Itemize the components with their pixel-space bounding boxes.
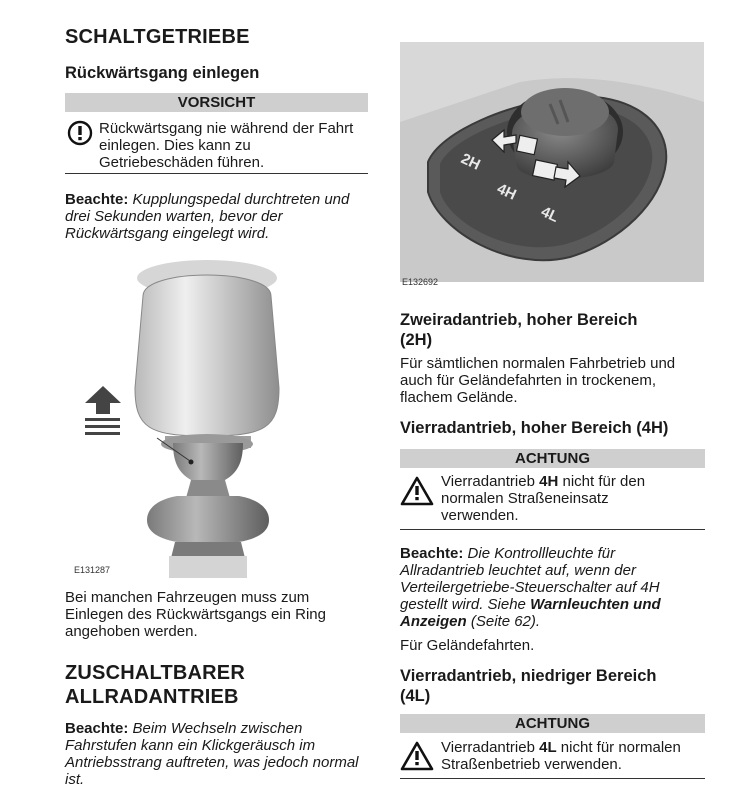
warning-bar-4h: ACHTUNG — [400, 449, 705, 468]
warning-text-4l: Vierradantrieb 4L nicht für normalen Straßenbetrieb verwenden. — [441, 739, 681, 773]
image-code-right: E132692 — [402, 277, 439, 287]
caution-bar: VORSICHT — [65, 93, 368, 112]
dial-label-2h: 2H — [458, 150, 483, 174]
paragraph-gelaende: Für Geländefahrten. — [400, 637, 535, 654]
gear-knob-illustration — [65, 258, 305, 578]
link-warnleuchten[interactable]: Warnleuchten und — [530, 596, 661, 613]
caution-text: Rückwärtsgang nie während der Fahrt einlegen. Dies kann zu Getriebeschäden führen. — [99, 120, 354, 171]
dial-label-4l: 4L — [538, 203, 562, 227]
dial-label-4h: 4H — [494, 180, 519, 204]
heading-4l: Vierradantrieb, niedriger Bereich (4L) — [400, 667, 657, 705]
transfer-case-dial-illustration — [400, 42, 704, 282]
section-title-allradantrieb: ZUSCHALTBARER ALLRADANTRIEB — [65, 662, 245, 708]
warning-icon — [400, 476, 434, 506]
body-ring-text: Bei manchen Fahrzeugen muss zum Einlegen des Rückwärtsgangs ein Ring angehoben werden. — [65, 589, 326, 640]
warning-icon — [400, 741, 434, 771]
caution-divider — [65, 173, 368, 174]
warning-text-4h: Vierradantrieb 4H nicht für den normalen Straßeneinsatz verwenden. — [441, 473, 646, 524]
subheading-rueckwaertsgang: Rückwärtsgang einlegen — [65, 64, 260, 82]
caution-icon — [67, 120, 93, 146]
note-klickgeraeusch: Beachte: Beim Wechseln zwischen Fahrstufen kann ein Klickgeräusch im Antriebsstrang auftreten, was jedoch normal ist. — [65, 720, 359, 788]
link-anzeigen[interactable]: Anzeigen — [400, 613, 467, 630]
heading-2h: Zweiradantrieb, hoher Bereich (2H) — [400, 311, 638, 349]
warning-divider-4l — [400, 778, 705, 779]
warning-divider-4h — [400, 529, 705, 530]
warning-bar-4l: ACHTUNG — [400, 714, 705, 733]
note-kontrollleuchte: Beachte: Die Kontrollleuchte für Allradantrieb leuchtet auf, wenn der Verteilergetriebe-Steuerschalter auf 4H gestellt wird. Siehe Warnleuchten und Anzeigen (Seite 62). — [400, 545, 661, 630]
section-title-schaltgetriebe: SCHALTGETRIEBE — [65, 26, 250, 48]
image-code-left: E131287 — [74, 565, 111, 575]
heading-4h: Vierradantrieb, hoher Bereich (4H) — [400, 419, 669, 437]
note-kupplung: Beachte: Kupplungspedal durchtreten und drei Sekunden warten, bevor der Rückwärtsgang eingelegt wird. — [65, 191, 350, 242]
paragraph-2h: Für sämtlichen normalen Fahrbetrieb und auch für Geländefahrten in trockenem, flachem Gelände. — [400, 355, 676, 406]
